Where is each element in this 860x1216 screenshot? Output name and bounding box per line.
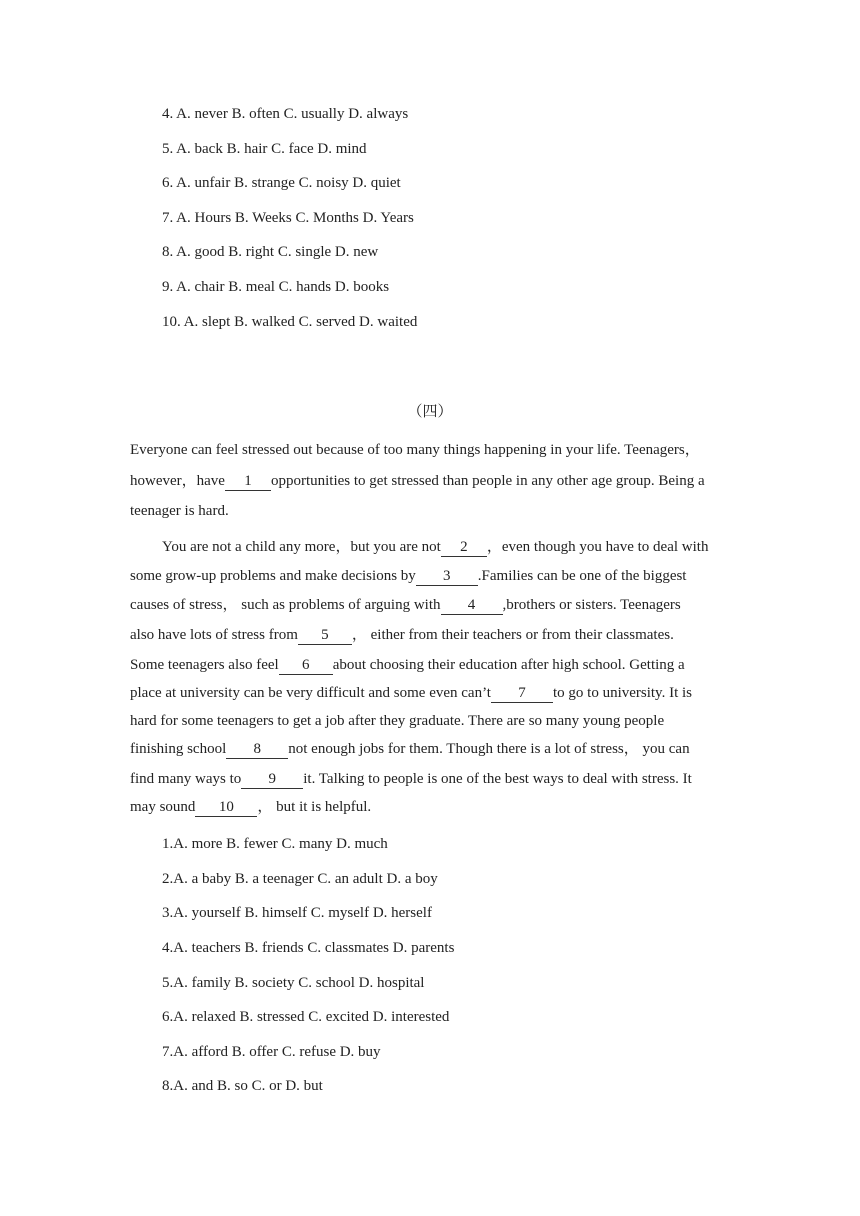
passage-text: may sound [130, 799, 196, 815]
passage-line [162, 537, 708, 557]
answer-blank-7: 7 [491, 684, 553, 703]
option-line: 4. A. never B. often C. usually D. always [162, 106, 409, 122]
passage-text: about choosing their education after high school. Getting a [332, 657, 685, 673]
answer-blank-2: 2 [441, 538, 487, 557]
passage-text: to go to university. It is [552, 685, 693, 701]
option-line: 7.A. afford B. offer C. refuse D. buy [162, 1044, 381, 1060]
passage-line [130, 566, 686, 586]
option-line: 2.A. a baby B. a teenager C. an adult D. a boy [162, 871, 438, 887]
answer-blank-1: 1 [225, 472, 271, 491]
passage-line [130, 655, 685, 675]
passage-text: some grow-up problems and make decisions by [130, 568, 416, 584]
passage-text: place at university can be very difficult and some even can’t [130, 685, 491, 701]
passage-line [130, 595, 681, 615]
answer-blank-3: 3 [416, 567, 478, 586]
passage-text: Some teenagers also feel [130, 657, 279, 673]
answer-blank-8: 8 [226, 740, 288, 759]
answer-blank-4: 4 [441, 596, 503, 615]
option-line: 8. A. good B. right C. single D. new [162, 244, 379, 260]
passage-text: causes of stress， such as problems of arguing with [130, 597, 441, 613]
answer-blank-9: 9 [241, 770, 303, 789]
option-line: 4.A. teachers B. friends C. classmates D. parents [162, 940, 455, 956]
option-line: 3.A. yourself B. himself C. myself D. herself [162, 905, 432, 921]
answer-blank-5: 5 [298, 626, 352, 645]
passage-text: also have lots of stress from [130, 627, 298, 643]
passage-text: find many ways to [130, 771, 242, 787]
passage-text: opportunities to get stressed than people in any other age group. Being a [270, 473, 705, 489]
passage-text: ,brothers or sisters. Teenagers [502, 597, 681, 613]
passage-line [130, 625, 674, 645]
passage-line: Everyone can feel stressed out because of too many things happening in your life. Teenagers， [130, 442, 700, 458]
option-line: 1.A. more B. fewer C. many D. much [162, 836, 388, 852]
answer-blank-6: 6 [279, 656, 333, 675]
passage-line: hard for some teenagers to get a job after they graduate. There are so many young people [130, 713, 665, 729]
passage-text: ，even though you have to deal with [486, 539, 709, 555]
passage-line [130, 471, 705, 491]
section-heading: （四） [407, 404, 453, 420]
option-line: 5.A. family B. society C. school D. hospital [162, 975, 425, 991]
passage-line [130, 683, 692, 703]
option-line: 10. A. slept B. walked C. served D. waited [162, 314, 418, 330]
option-line: 8.A. and B. so C. or D. but [162, 1078, 323, 1094]
option-line: 9. A. chair B. meal C. hands D. books [162, 279, 390, 295]
passage-text: You are not a child any more，but you are not [162, 539, 441, 555]
passage-text: ， either from their teachers or from their classmates. [351, 627, 674, 643]
passage-text: ， but it is helpful. [257, 799, 372, 815]
passage-text: .Families can be one of the biggest [477, 568, 687, 584]
passage-line [130, 797, 371, 817]
option-line: 6. A. unfair B. strange C. noisy D. quiet [162, 175, 401, 191]
option-line: 7. A. Hours B. Weeks C. Months D. Years [162, 210, 414, 226]
passage-text: finishing school [130, 741, 227, 757]
passage-line [130, 739, 690, 759]
passage-text: it. Talking to people is one of the best ways to deal with stress. It [303, 771, 692, 787]
passage-text: however，have [130, 473, 225, 489]
passage-line: teenager is hard. [130, 503, 229, 519]
passage-line [130, 769, 692, 789]
option-line: 5. A. back B. hair C. face D. mind [162, 141, 367, 157]
passage-text: not enough jobs for them. Though there is a lot of stress， you can [288, 741, 690, 757]
answer-blank-10: 10 [195, 798, 257, 817]
option-line: 6.A. relaxed B. stressed C. excited D. interested [162, 1009, 450, 1025]
